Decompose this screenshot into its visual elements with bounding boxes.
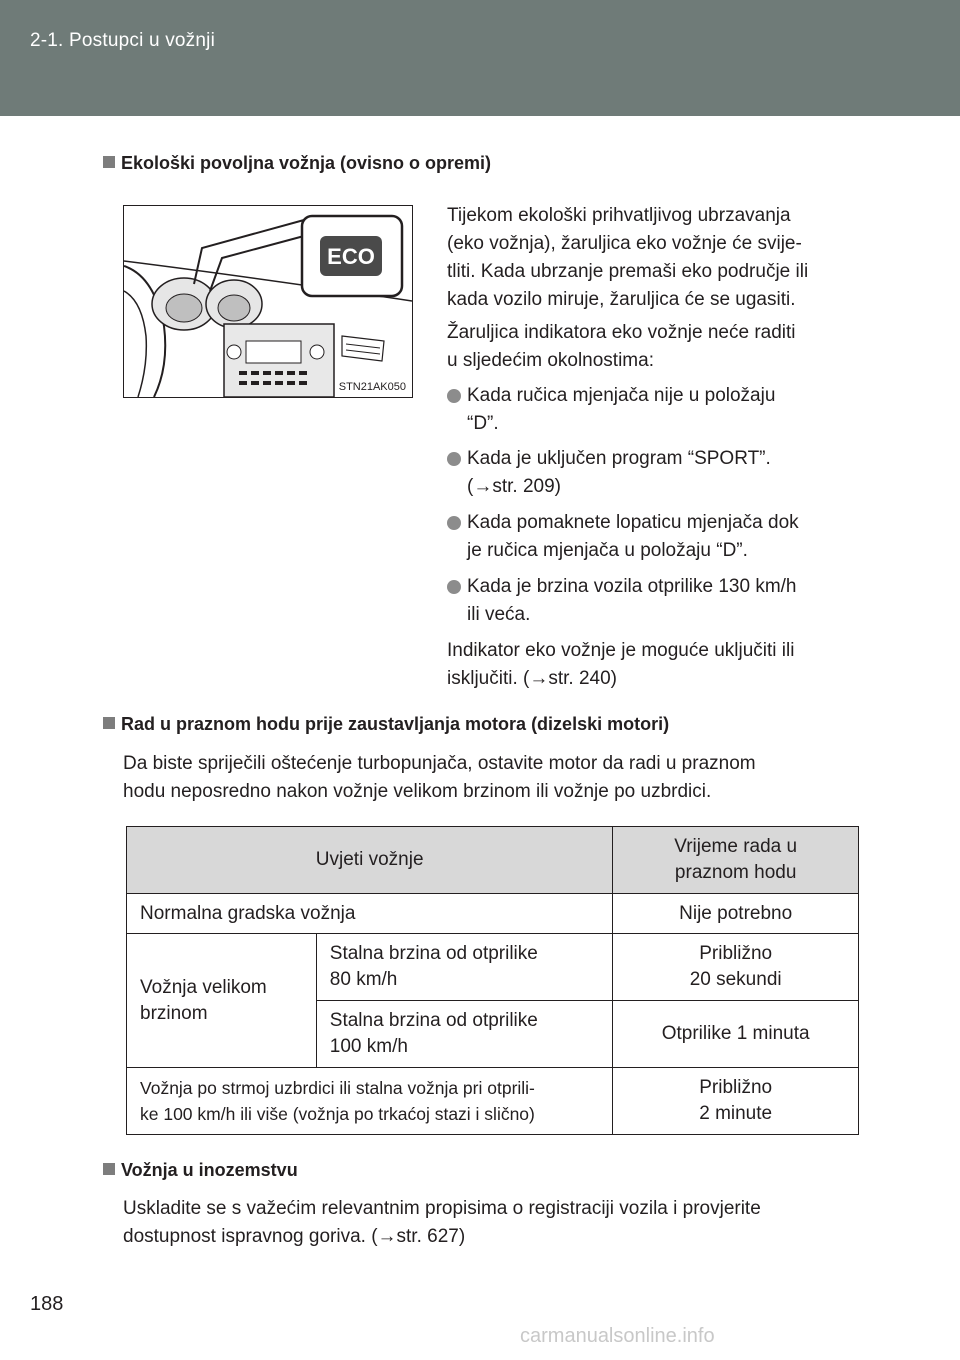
bullet-text: (→str. 209) [467,476,561,497]
chapter-title: 2-1. Postupci u vožnji [30,30,215,51]
table-cell: Normalna gradska vožnja [127,894,613,934]
cell-line: ke 100 km/h ili više (vožnja po trkaćoj stazi i slično) [140,1104,535,1124]
eco-paragraph-2 [447,319,847,375]
table-cell [127,934,317,1068]
cell-line: Stalna brzina od otprilike [329,943,538,964]
bullet-item [447,445,847,501]
header-line: praznom hodu [674,862,797,883]
bullet-icon [447,516,461,530]
cell-line: Približno [699,1077,773,1098]
table-header-cell [613,827,859,894]
bullet-text: “D”. [467,413,499,434]
cell-line: Približno [699,943,773,964]
header-line: Vrijeme rada u [674,836,798,857]
table-cell [316,934,613,1001]
bullet-text: Kada pomaknete lopaticu mjenjača dok [467,512,799,533]
bullet-item [447,382,847,438]
idle-heading [103,714,669,735]
text-line: dostupnost ispravnog goriva. (→str. 627) [123,1226,466,1247]
abroad-heading [103,1160,298,1181]
table-row [127,1068,859,1135]
table-cell: Nije potrebno [613,894,859,934]
section-square-icon [103,1163,115,1175]
idle-heading-text: Rad u praznom hodu prije zaustavljanja motora (dizelski motori) [121,714,670,734]
text-line: tliti. Kada ubrzanje premaši eko područje ili [447,261,809,282]
text-line: kada vozilo miruje, žaruljica će se ugasiti. [447,289,796,310]
abroad-heading-text: Vožnja u inozemstvu [121,1160,298,1180]
eco-heading [103,153,491,174]
table-cell [613,1068,859,1135]
table-header-row [127,827,859,894]
eco-paragraph-1 [447,202,847,314]
text-line: Žaruljica indikatora eko vožnje neće raditi [447,322,796,343]
table-cell [127,1068,613,1135]
text-line: Indikator eko vožnje je moguće uključiti ili [447,640,795,661]
bullet-icon [447,580,461,594]
text-line: Tijekom ekološki prihvatljivog ubrzavanja [447,205,791,226]
cell-line: 80 km/h [329,969,398,990]
idle-time-table [126,826,859,1135]
cell-line: Vožnja velikom [140,976,267,998]
abroad-paragraph [123,1195,863,1251]
page-header [0,0,960,116]
table-row [127,934,859,1001]
eco-illustration [123,205,413,398]
bullet-icon [447,452,461,466]
bullet-item [447,509,847,565]
dashboard-illustration [124,206,412,397]
bullet-icon [447,389,461,403]
text-line: (eko vožnja), žaruljica eko vožnje će svije- [447,233,802,254]
eco-heading-text: Ekološki povoljna vožnja (ovisno o opremi) [121,153,492,173]
cell-line: 100 km/h [329,1036,408,1057]
text-line: isključiti. (→str. 240) [447,668,617,689]
text-line: Uskladite se s važećim relevantnim propisima o registraciji vozila i provjerite [123,1198,761,1219]
section-square-icon [103,156,115,168]
cell-line: 2 minute [699,1103,773,1124]
bullet-text: Kada je brzina vozila otprilike 130 km/h [467,576,797,597]
image-code: STN21AK050 [338,381,406,393]
table-cell [613,934,859,1001]
eco-badge: ECO [327,244,375,269]
bullet-item [447,573,847,629]
page-number: 188 [30,1293,64,1315]
section-square-icon [103,717,115,729]
bullet-text: ili veća. [467,604,531,625]
table-cell [316,1001,613,1068]
bullet-text: Kada ručica mjenjača nije u položaju [467,385,776,406]
table-cell: Otprilike 1 minuta [613,1001,859,1068]
table-row [127,894,859,934]
cell-line: 20 sekundi [689,969,782,990]
cell-line: brzinom [140,1002,208,1024]
text-line: u sljedećim okolnostima: [447,350,654,371]
watermark: carmanualsonline.info [520,1325,715,1347]
table-header-cell: Uvjeti vožnje [127,827,613,894]
bullet-text: je ručica mjenjača u položaju “D”. [467,540,748,561]
idle-paragraph [123,750,863,806]
text-line: Da biste spriječili oštećenje turbopunjača, ostavite motor da radi u praznom [123,753,756,774]
eco-paragraph-3 [447,637,847,693]
cell-line: Stalna brzina od otprilike [329,1010,538,1031]
cell-line: Vožnja po strmoj uzbrdici ili stalna vožnja pri otprili- [140,1078,535,1098]
text-line: hodu neposredno nakon vožnje velikom brzinom ili vožnje po uzbrdici. [123,781,712,802]
bullet-text: Kada je uključen program “SPORT”. [467,448,771,469]
